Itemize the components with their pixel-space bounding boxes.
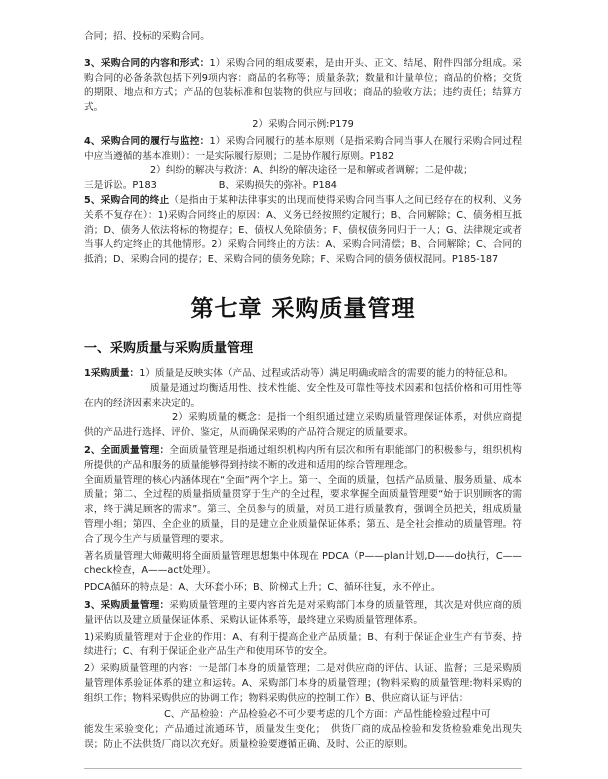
paragraph-quality-factors: 质量是通过均衡适用性、技术性能、安全性及可靠性等技术因素和包括价格和可用性等在内的经济因素来决定的。	[84, 382, 522, 409]
text-run-tqm: 全面质量管理是指通过组织机构内所有层次和所有职能部门的积极参与，组织机构所提供的产品和服务的质量能够得到持续不断的改进和适用的综合管理理念。	[84, 444, 522, 471]
page-footer-rule	[84, 768, 522, 769]
paragraph-product-inspection: C、产品检验：产品检验必不可少要考虑的几个方面：产品性能检验过程中可	[164, 709, 491, 721]
paragraph-procurement-quality-mgmt	[84, 599, 522, 629]
text-run-item5: （是指由于某种法律事实的出现而使得采购合同当事人之间已经存在的权利、义务关系不复存在）：1)采购合同终止的原因：A、义务已经按照约定履行；B、合同解除；C、债务相互抵消；D、债务人依法将标的物提存；E、债权人免除债务；F、债权债务同归于一人；G、法律规定或者当事人约定终止的其他情形。2）采购合同终止的方法：A、采购合同清偿；B、合同解除；C、合同的抵消；D、采购合同的提存；E、采购合同的债务免除；F、采购合同的债务债权混同。P185-187	[84, 194, 522, 266]
bold-run-tqm: 2、全面质量管理：	[84, 444, 170, 456]
bold-run-item5: 5、采购合同的终止	[84, 194, 170, 206]
paragraph-pqm-role: 1)采购质量管理对于企业的作用：A、有利于提高企业产品质量；B、有利于保证企业生产有节奏、持续进行；C、有利于保证企业产品生产和使用环节的安全。	[84, 631, 522, 658]
paragraph-tqm-definition	[84, 444, 522, 474]
section-heading: 一、采购质量与采购质量管理	[84, 340, 254, 356]
paragraph-pqm-content: 2）采购质量管理的内容：一是部门本身的质量管理；二是对供应商的评估、认证、监督；三是采购质量管理体系验证体系的建立和运转。A、采购部门本身的质量管理；(物料采购的质量管理:物料采购的组织工作；物料采购供应的协调工作；物料采购供应的控制工作）B、供应商认证与评估：	[84, 663, 522, 704]
text-run-item3: 1）采购合同的组成要素，是由开头、正文、结尾、附件四部分组成。采购合同的必备条款包括下列9项内容：商品的名称等；质量条款；数量和计量单位；商品的价格；交货的期限、地点和方式；产品的包装标准和包装物的供应与回收；商品的验收方法；违约责任；结算方式。	[84, 57, 522, 114]
paragraph-pdca-deming: 著名质量管理大师戴明将全面质量管理思想集中体现在 PDCA（P——plan计划,D——do执行，C——check检查，A——act处理）。	[84, 550, 522, 577]
chapter-title: 第七章 采购质量管理	[190, 294, 416, 322]
text-run-quality: 1）质量是反映实体（产品、过程或活动等）满足明确或暗含的需要的能力的特征总和。	[139, 367, 514, 379]
paragraph-contract-performance	[84, 135, 522, 165]
text-run-item4: 1）采购合同履行的基本原则（是指采购合同当事人在履行采购合同过程中应当遵循的基本准则）：一是实际履行原则；二是协作履行原则。P182	[84, 135, 522, 162]
text-run-loss-remedy: B、采购损失的弥补。P184	[218, 180, 337, 192]
bold-run-pqm: 3、采购质量管理：	[84, 599, 170, 611]
paragraph-contract-content-form	[84, 57, 522, 116]
paragraph-pdca-features: PDCA循环的特点是：A、大环套小环；B、阶梯式上升；C、循环往复，永不停止。	[84, 582, 441, 594]
bold-run-quality: 1采购质量：	[84, 367, 140, 379]
paragraph-product-inspection-cont: 能发生采验变化；产品通过流通环节，质量发生变化； 供货厂商的成品检验和发货检验难免出现失误；防止不法供货厂商以次充好。质量检验要遵循正确、及时、公正的原则。	[84, 724, 522, 751]
paragraph-contract-continued: 合同；招、投标的采购合同。	[84, 31, 210, 42]
paragraph-contract-example-ref: 2）采购合同示例:P179	[252, 118, 354, 130]
bold-run-item3: 3、采购合同的内容和形式：	[84, 57, 210, 69]
text-run-pqm: 采购质量管理的主要内容首先是对采购部门本身的质量管理，其次是对供应商的质量评估以及建立质量保证体系、采购认证体系等，最终建立采购质量管理体系。	[84, 599, 522, 626]
bold-run-item4: 4、采购合同的履行与监控：	[84, 135, 210, 147]
text-run-litigation: 三是诉讼。P183	[84, 180, 157, 192]
paragraph-contract-termination	[84, 194, 522, 268]
paragraph-procurement-quality-concept: 2）采购质量的概念：是指一个组织通过建立采购质量管理保证体系，对供应商提供的产品进行选择、评价、鉴定，从而确保采购的产品符合规定的质量要求。	[84, 412, 522, 439]
paragraph-tqm-core-content: 全面质量管理的核心内涵体现在“全面”两个字上。第一、全面的质量，包括产品质量、服务质量、成本质量；第二、全过程的质量指质量贯穿于生产的全过程，要求掌握全面质量管理要“始于识别顾客的需求，终于满足顾客的需求”。第三、全员参与的质量，对员工进行质量教育，强调全员把关，组成质量管理小组；第四、全企业的质量，目的是建立企业质量保证体系；第五、是全社会推动的质量管理。符合了现今生产与质量管理的要求。	[84, 474, 522, 545]
paragraph-dispute-resolution: 2）纠纷的解决与救济：A、纠纷的解决途径一是和解或者调解；二是仲裁；	[150, 165, 473, 177]
paragraph-dispute-resolution-cont	[84, 179, 522, 194]
paragraph-procurement-quality-def	[84, 367, 522, 382]
